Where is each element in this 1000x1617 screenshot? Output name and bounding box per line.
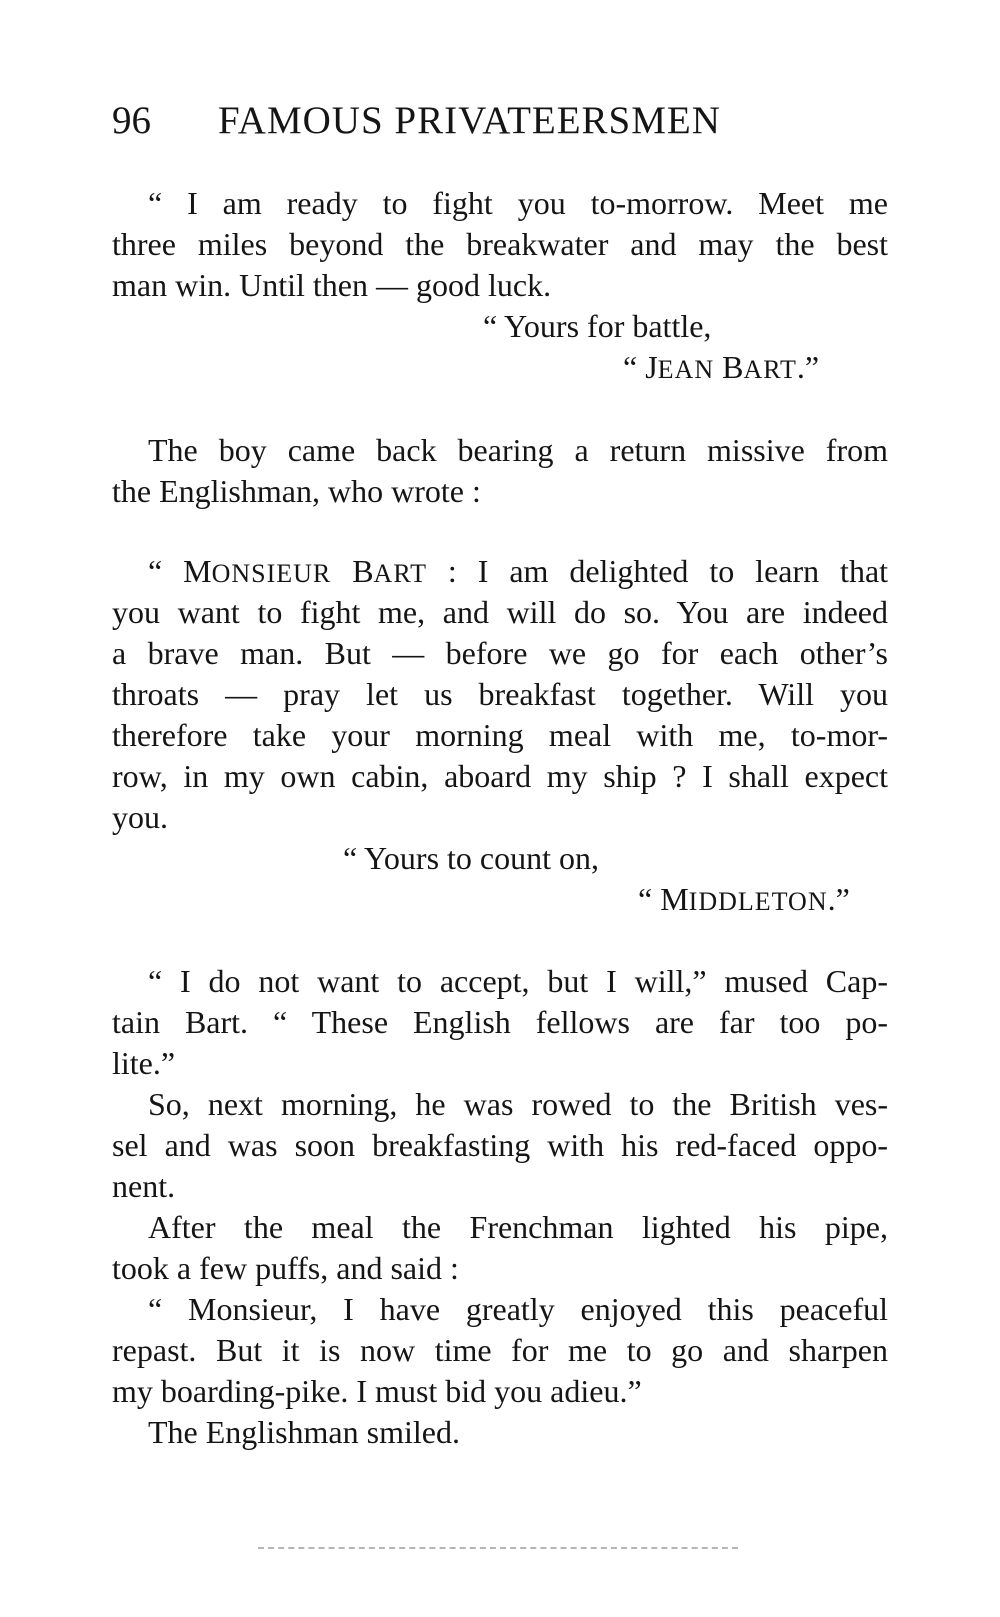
paragraph-line: the Englishman, who wrote : bbox=[112, 473, 481, 509]
letter-line: row, in my own cabin, aboard my ship ? I shall expect bbox=[112, 758, 888, 794]
letter-signature: “ JEAN BART.” bbox=[623, 349, 820, 385]
paragraph-line: sel and was soon breakfasting with his red-faced oppo- bbox=[112, 1127, 888, 1163]
book-title: FAMOUS PRIVATEERSMEN bbox=[218, 99, 721, 142]
letter-line: three miles beyond the breakwater and may the best bbox=[112, 226, 888, 262]
paragraph-line: nent. bbox=[112, 1168, 176, 1204]
paragraph-line: took a few puffs, and said : bbox=[112, 1250, 459, 1286]
letter-line: you. bbox=[112, 799, 168, 835]
paragraph-line: “ I do not want to accept, but I will,” mused Cap- bbox=[148, 963, 888, 999]
paragraph-line: So, next morning, he was rowed to the British ves- bbox=[148, 1086, 888, 1122]
letter-line: throats — pray let us breakfast together. Will you bbox=[112, 676, 888, 712]
paragraph-line: After the meal the Frenchman lighted his pipe, bbox=[148, 1209, 888, 1245]
letter-line: “ I am ready to fight you to-morrow. Meet me bbox=[148, 185, 888, 221]
paragraph-line: lite.” bbox=[112, 1045, 176, 1081]
paragraph-line: The Englishman smiled. bbox=[148, 1414, 460, 1450]
page-number: 96 bbox=[112, 99, 151, 142]
letter-closing: “ Yours for battle, bbox=[483, 308, 712, 344]
paragraph-line: The boy came back bearing a return missive from bbox=[148, 432, 888, 468]
letter-line: “ MONSIEUR BART : I am delighted to learn that bbox=[148, 553, 889, 589]
paragraph-line: tain Bart. “ These English fellows are far too po- bbox=[112, 1004, 888, 1040]
paragraph-line: “ Monsieur, I have greatly enjoyed this peaceful bbox=[148, 1291, 888, 1327]
letter-line: a brave man. But — before we go for each other’s bbox=[112, 635, 888, 671]
letter-line: you want to fight me, and will do so. You are indeed bbox=[112, 594, 888, 630]
running-head bbox=[112, 96, 912, 146]
letter-line: therefore take your morning meal with me, to-mor- bbox=[112, 717, 888, 753]
next-line-bleed-through bbox=[258, 1547, 738, 1549]
letter-closing: “ Yours to count on, bbox=[343, 840, 600, 876]
paragraph-line: my boarding-pike. I must bid you adieu.” bbox=[112, 1373, 642, 1409]
paragraph-line: repast. But it is now time for me to go and sharpen bbox=[112, 1332, 888, 1368]
letter-signature: “ MIDDLETON.” bbox=[638, 881, 850, 917]
letter-line: man win. Until then — good luck. bbox=[112, 267, 552, 303]
